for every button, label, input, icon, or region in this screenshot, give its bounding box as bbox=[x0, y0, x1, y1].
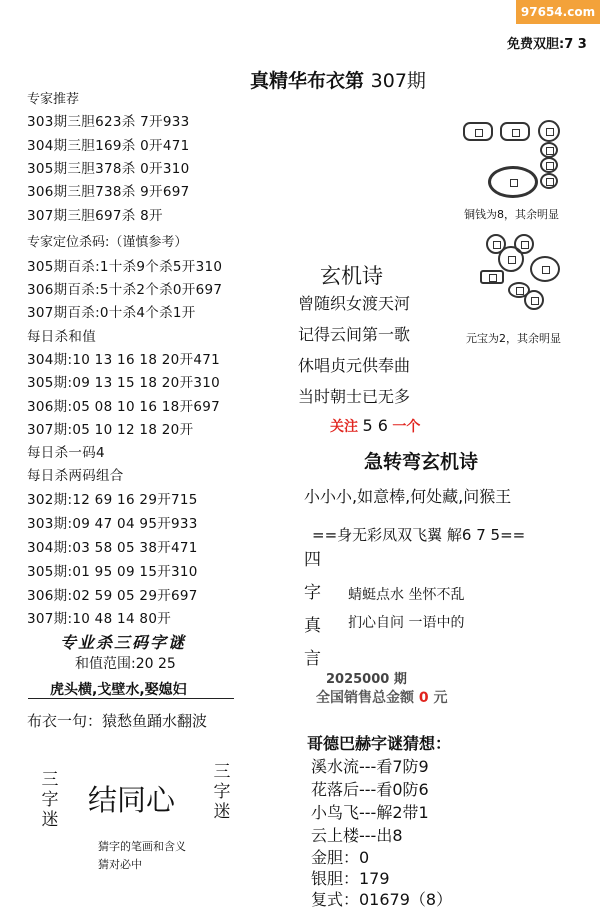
focus-line bbox=[330, 416, 420, 436]
poem-line: 休唱贞元供奉曲 bbox=[298, 356, 411, 375]
goethe-line: 复式：01679（8） bbox=[311, 890, 453, 909]
poem-line: 当时朝士已无多 bbox=[298, 387, 411, 406]
title-issue: 307期 bbox=[370, 70, 426, 92]
coin-icon bbox=[540, 173, 558, 189]
poem-line: 记得云间第一歌 bbox=[298, 325, 411, 344]
coin-icon bbox=[538, 120, 560, 142]
free-pick: 免费双胆:7 3 bbox=[507, 37, 587, 52]
daily-two-line: 306期:02 59 05 29开697 bbox=[27, 588, 198, 604]
position-kill-line: 307期百杀:0十杀4个杀1开 bbox=[27, 305, 196, 321]
daily-sum-line: 306期:05 08 10 16 18开697 bbox=[27, 399, 221, 415]
goethe-line: 银胆：179 bbox=[311, 869, 390, 888]
riddle3-title: 专业杀三码字谜 bbox=[60, 633, 187, 652]
daily-two-heading: 每日杀两码组合 bbox=[27, 468, 124, 484]
four-char-line: 蜻蜓点水 坐怀不乱 bbox=[348, 587, 465, 603]
poem-title: 玄机诗 bbox=[320, 264, 383, 288]
title-main: 真精华布衣第 bbox=[250, 70, 365, 92]
four-char-3: 真 bbox=[304, 616, 321, 636]
three-word-left: 三字迷 bbox=[41, 770, 59, 830]
coin-icon bbox=[540, 157, 558, 173]
goethe-line: 小鸟飞---解2带1 bbox=[311, 803, 429, 822]
four-char-line: 扪心自问 一语中的 bbox=[348, 615, 465, 631]
ingot-caption: 元宝为2，其余明显 bbox=[466, 332, 561, 345]
buyi-line: 布衣一句：猿愁鱼踊水翻波 bbox=[27, 712, 208, 730]
coin-icon bbox=[463, 122, 493, 141]
focus-label: 关注 bbox=[330, 419, 358, 435]
expert-line: 304期三胆169杀 0开471 bbox=[27, 138, 190, 154]
daily-sum-line: 307期:05 10 12 18 20开 bbox=[27, 422, 194, 438]
daily-two-line: 307期:10 48 14 80开 bbox=[27, 611, 172, 627]
sales-amount: 0 bbox=[418, 690, 429, 706]
daily-sum-line: 304期:10 13 16 18 20开471 bbox=[27, 352, 221, 368]
riddle3-phrase: 虎头横,戈壁水,娶媳妇 bbox=[50, 682, 187, 698]
sales-unit: 元 bbox=[433, 690, 448, 706]
four-char-2: 字 bbox=[304, 583, 321, 603]
expert-line: 306期三胆738杀 9开697 bbox=[27, 184, 190, 200]
sales-line bbox=[316, 687, 448, 707]
ingot-icon bbox=[480, 270, 504, 284]
position-kill-line: 306期百杀:5十杀2个杀0开697 bbox=[27, 282, 223, 298]
turn-title: 急转弯玄机诗 bbox=[364, 451, 479, 473]
daily-two-line: 303期:09 47 04 95开933 bbox=[27, 516, 198, 532]
coin-icon bbox=[530, 256, 560, 282]
coin-icon bbox=[500, 122, 530, 141]
coin-caption: 铜钱为8，其余明显 bbox=[464, 208, 559, 221]
three-word-right: 三字迷 bbox=[213, 762, 231, 822]
expert-line: 307期三胆697杀 8开 bbox=[27, 208, 163, 224]
page-title bbox=[250, 66, 426, 93]
sales-text: 全国销售总金额 bbox=[316, 690, 414, 706]
coin-icon bbox=[524, 290, 544, 310]
daily-two-line: 304期:03 58 05 38开471 bbox=[27, 540, 198, 556]
four-char-1: 四 bbox=[304, 550, 321, 570]
three-word-center: 结同心 bbox=[88, 783, 176, 817]
focus-tail: 一个 bbox=[392, 419, 421, 435]
goethe-line: 溪水流---看7防9 bbox=[311, 757, 429, 776]
daily-sum-heading: 每日杀和值 bbox=[27, 329, 96, 345]
riddle3-range: 和值范围:20 25 bbox=[75, 656, 176, 672]
daily-two-line: 302期:12 69 16 29开715 bbox=[27, 492, 198, 508]
three-word-hint: 猜对必中 bbox=[98, 858, 142, 871]
goethe-line: 云上楼---出8 bbox=[311, 826, 403, 845]
expert-line: 303期三胆623杀 7开933 bbox=[27, 114, 190, 130]
expert-line: 305期三胆378杀 0开310 bbox=[27, 161, 190, 177]
couplet-line: ==身无彩凤双飞翼 解6 7 5== bbox=[312, 526, 526, 544]
turn-line: 小小小,如意棒,何处藏,问猴王 bbox=[304, 487, 512, 506]
position-kill-line: 305期百杀:1十杀9个杀5开310 bbox=[27, 259, 223, 275]
position-kill-heading: 专家定位杀码:（谨慎参考） bbox=[27, 235, 188, 250]
four-char-4: 言 bbox=[304, 649, 321, 669]
site-badge[interactable]: 97654.com bbox=[516, 0, 600, 24]
focus-nums: 5 6 bbox=[362, 416, 388, 435]
three-word-hint: 猜字的笔画和含义 bbox=[98, 840, 186, 853]
expert-heading: 专家推荐 bbox=[27, 92, 80, 107]
sales-issue: 2025000 期 bbox=[326, 672, 407, 687]
goethe-line: 金胆：0 bbox=[311, 848, 370, 867]
goethe-line: 花落后---看0防6 bbox=[311, 780, 429, 799]
daily-one: 每日杀一码4 bbox=[27, 445, 105, 461]
daily-sum-line: 305期:09 13 15 18 20开310 bbox=[27, 375, 221, 391]
coin-icon bbox=[540, 142, 558, 158]
goethe-title: 哥德巴赫字谜猜想： bbox=[307, 734, 452, 753]
ingot-icon bbox=[498, 246, 524, 272]
coin-icon bbox=[488, 166, 538, 198]
divider bbox=[28, 698, 234, 699]
poem-line: 曾随织女渡天河 bbox=[298, 294, 411, 313]
daily-two-line: 305期:01 95 09 15开310 bbox=[27, 564, 198, 580]
